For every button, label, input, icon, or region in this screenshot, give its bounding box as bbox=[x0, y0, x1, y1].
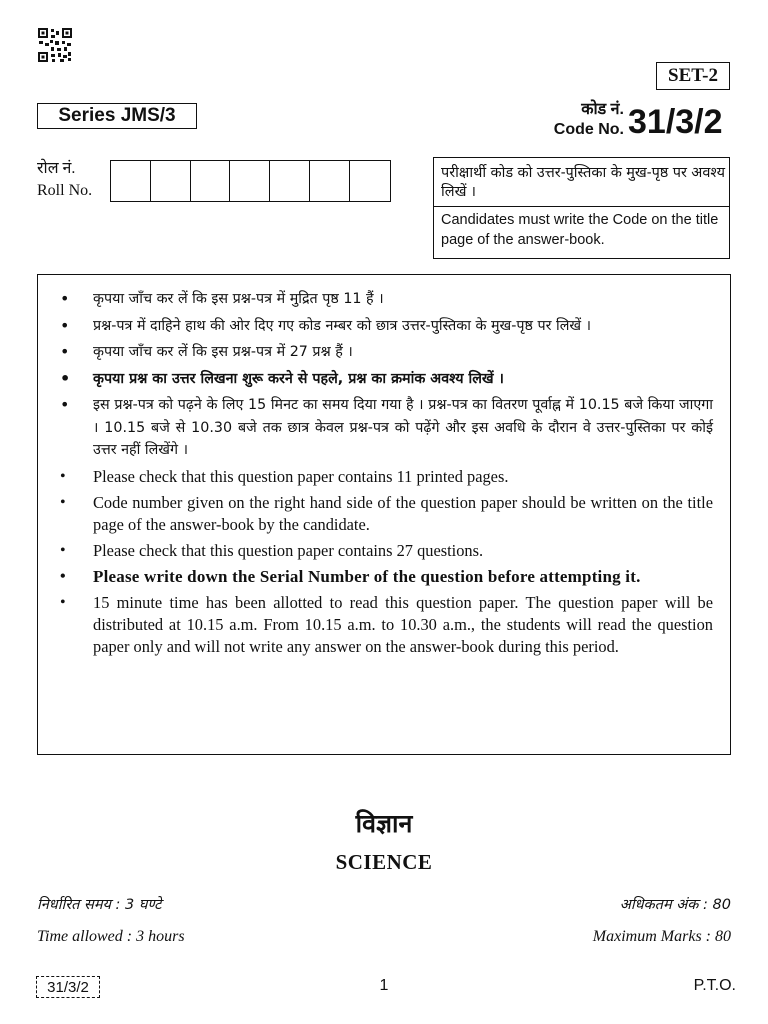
bullet-icon: • bbox=[60, 467, 66, 485]
bullet-icon: • bbox=[60, 289, 70, 308]
instructions-list bbox=[60, 288, 713, 658]
instruction-item bbox=[60, 566, 713, 588]
roll-number-cell[interactable] bbox=[270, 161, 310, 201]
maximum-marks-english: Maximum Marks : 80 bbox=[592, 928, 731, 945]
instruction-item bbox=[60, 394, 713, 462]
set-label: SET-2 bbox=[656, 62, 730, 90]
instruction-text: Please write down the Serial Number of the question before attempting it. bbox=[93, 566, 641, 586]
instruction-item bbox=[60, 492, 713, 536]
candidate-note-english: Candidates must write the Code on the title page of the answer-book. bbox=[441, 212, 719, 248]
roll-label-hindi: रोल नं. bbox=[37, 160, 76, 177]
page-number: 1 bbox=[379, 977, 389, 994]
code-label-english: Code No. bbox=[553, 121, 624, 138]
qr-code-icon bbox=[38, 28, 72, 62]
roll-number-cell[interactable] bbox=[191, 161, 231, 201]
instruction-item bbox=[60, 368, 713, 391]
instruction-item bbox=[60, 315, 713, 338]
subject-title-english: SCIENCE bbox=[335, 850, 433, 874]
bullet-icon: • bbox=[60, 541, 66, 559]
maximum-marks-hindi: अधिकतम अंक : 80 bbox=[619, 897, 731, 913]
series-label: Series JMS/3 bbox=[37, 103, 197, 129]
time-allowed-hindi: निर्धारित समय : 3 घण्टे bbox=[37, 897, 162, 913]
subject-title-hindi: विज्ञान bbox=[355, 809, 413, 838]
code-label bbox=[530, 100, 624, 140]
instruction-item bbox=[60, 288, 713, 311]
instruction-item bbox=[60, 341, 713, 364]
instruction-text: इस प्रश्न-पत्र को पढ़ने के लिए 15 मिनट का समय दिया गया है । प्रश्न-पत्र का वितरण पूर्वाह्न में 10.15 बजे किया जाएगा । 10.15 बजे से 10.30 बजे तक छात्र केवल प्रश्न-पत्र को पढ़ेंगे और इस अवधि के दौरान वे उत्तर-पुस्तिका पर कोई उत्तर नहीं लिखेंगे । bbox=[93, 397, 713, 458]
code-number: 31/3/2 bbox=[628, 103, 723, 141]
candidate-note-hindi: परीक्षार्थी कोड को उत्तर-पुस्तिका के मुख-पृष्ठ पर अवश्य लिखें । bbox=[434, 164, 729, 207]
roll-number-cell[interactable] bbox=[230, 161, 270, 201]
roll-label bbox=[37, 158, 92, 202]
bullet-icon: • bbox=[60, 315, 70, 335]
pto-label: P.T.O. bbox=[693, 977, 736, 994]
instruction-text: Please check that this question paper contains 27 questions. bbox=[93, 540, 484, 560]
instruction-text: प्रश्न-पत्र में दाहिने हाथ की ओर दिए गए कोड नम्बर को छात्र उत्तर-पुस्तिका के मुख-पृष्ठ पर लिखें । bbox=[93, 317, 592, 334]
roll-number-cell[interactable] bbox=[151, 161, 191, 201]
instruction-text: कृपया जाँच कर लें कि इस प्रश्न-पत्र में मुद्रित पृष्ठ 11 हैं । bbox=[93, 291, 384, 307]
instruction-text: कृपया जाँच कर लें कि इस प्रश्न-पत्र में 27 प्रश्न हैं । bbox=[93, 344, 353, 360]
roll-number-cell[interactable] bbox=[350, 161, 390, 201]
time-allowed-english: Time allowed : 3 hours bbox=[37, 928, 185, 945]
bullet-icon: • bbox=[60, 368, 71, 388]
instruction-text: 15 minute time has been allotted to read this question paper. The question paper will be distributed at 10.15 a.m. From 10.15 a.m. to 10.30 a.m., the students will read the question paper only and will not write any answer on the answer-book during this period. bbox=[93, 592, 713, 656]
bullet-icon: • bbox=[60, 493, 66, 511]
bullet-icon: • bbox=[60, 342, 70, 361]
roll-label-english: Roll No. bbox=[37, 182, 93, 199]
candidate-code-note bbox=[433, 157, 730, 259]
footer-code: 31/3/2 bbox=[36, 976, 100, 998]
roll-number-cell[interactable] bbox=[310, 161, 350, 201]
instructions-box bbox=[37, 274, 731, 755]
bullet-icon: • bbox=[60, 567, 66, 585]
roll-number-cell[interactable] bbox=[111, 161, 151, 201]
instruction-item bbox=[60, 540, 713, 562]
bullet-icon: • bbox=[60, 395, 70, 414]
bullet-icon: • bbox=[60, 593, 66, 611]
instruction-text: कृपया प्रश्न का उत्तर लिखना शुरू करने से पहले, प्रश्न का क्रमांक अवश्य लिखें । bbox=[93, 370, 504, 387]
roll-number-boxes[interactable] bbox=[110, 160, 391, 202]
instruction-item bbox=[60, 592, 713, 658]
instruction-text: Please check that this question paper contains 11 printed pages. bbox=[93, 466, 509, 486]
instruction-item bbox=[60, 466, 713, 488]
instruction-text: Code number given on the right hand side of the question paper should be written on the title page of the answer-book by the candidate. bbox=[93, 492, 713, 534]
code-label-hindi: कोड नं. bbox=[581, 101, 624, 118]
